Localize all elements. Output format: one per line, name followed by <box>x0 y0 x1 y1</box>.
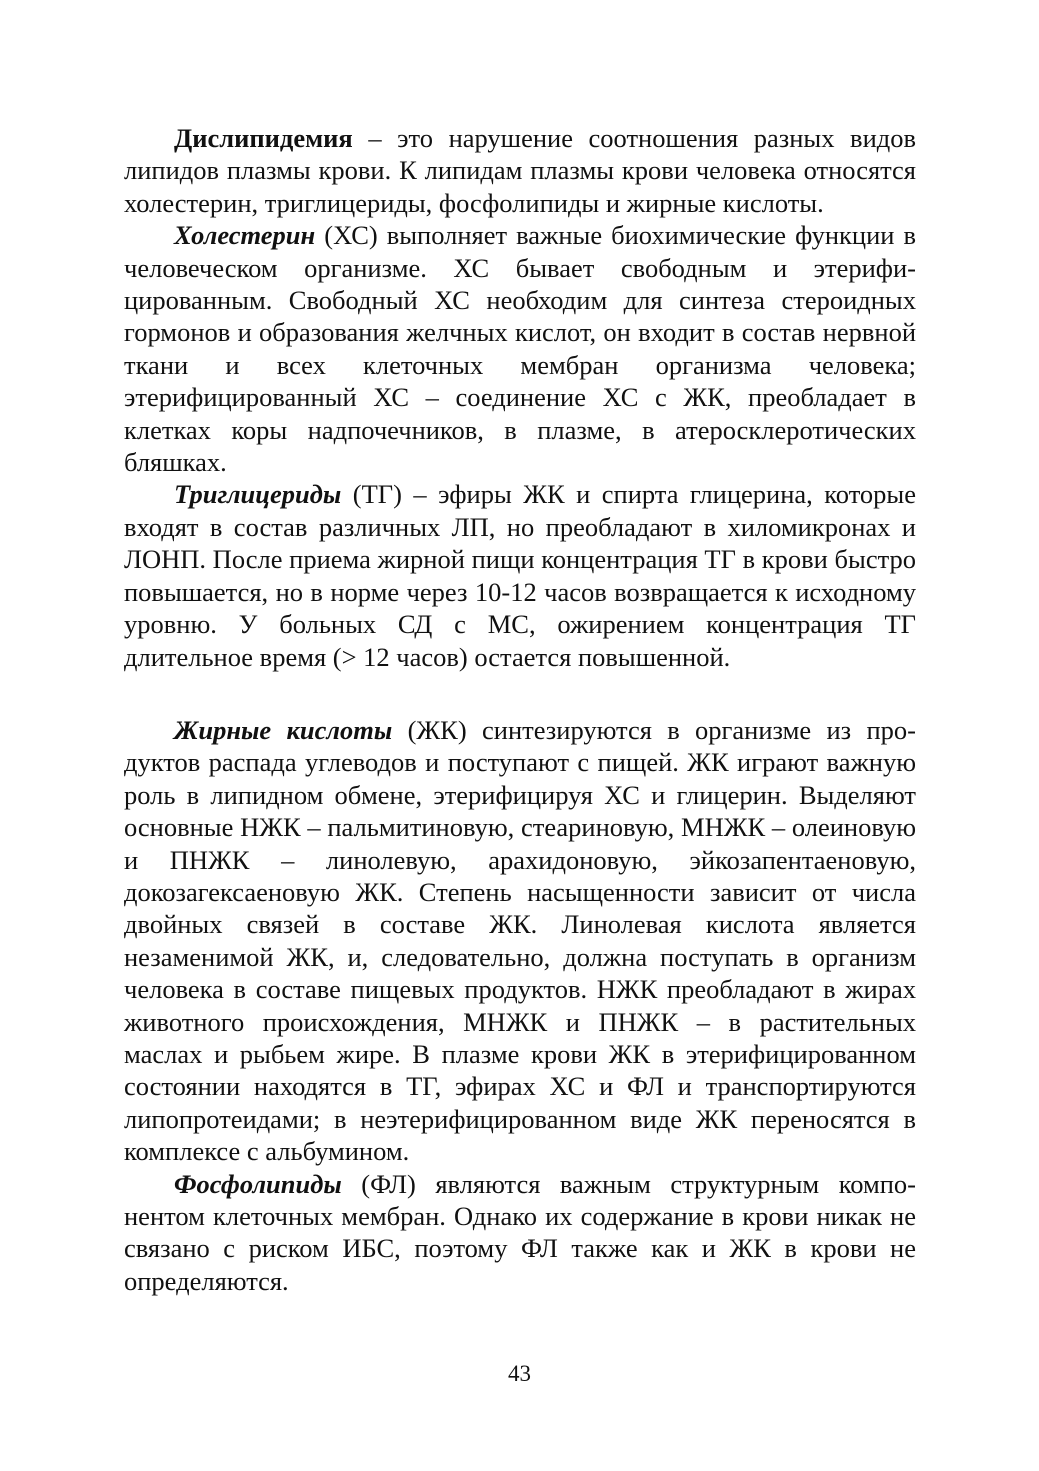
paragraph-fatty-acids <box>124 714 916 1168</box>
paragraph-phospholipids-text: (ФЛ) являются важным структурным компонентом клеточных мембран. Однако их содержание в крови никак не связано с риском ИБС, поэтому ФЛ также как и ЖК в крови не определяются. <box>124 1168 916 1296</box>
term-fatty-acids: Жирные кислоты <box>174 714 393 745</box>
paragraph-cholesterol <box>124 219 916 478</box>
paragraph-phospholipids <box>124 1168 916 1298</box>
paragraph-triglycerides <box>124 478 916 672</box>
term-cholesterol: Холестерин <box>174 220 316 251</box>
paragraph-cholesterol-text: (ХС) выполняет важные биохимические функции в человеческом организме. ХС бывает свободным и этерифицированным. Свободный ХС необходим для синтеза стероидных гормонов и образования желчных кислот, он входит в состав нервной ткани и всех клеточных мембран организма человека; этерифицированный ХС – соединение ХС с ЖК, преобладает в клетках коры надпочечников, в плазме, в атеросклеротических бляшках. <box>124 220 916 478</box>
page-body <box>124 122 916 1297</box>
paragraph-dyslipidemia-text: – это нарушение соотношения разных видов липидов плазмы крови. К липидам плазмы крови человека относятся холестерин, триглицериды, фосфолипиды и жирные кислоты. <box>124 123 916 218</box>
paragraph-triglycerides-text: (ТГ) – эфиры ЖК и спирта глицерина, которые входят в состав различных ЛП, но преобладают в хиломикронах и ЛОНП. После приема жирной пищи концентрация ТГ в крови быстро повышается, но в норме через 10-12 часов возвращается к исходному уровню. У больных СД с МС, ожирением концентрация ТГ длительное время (> 12 часов) остается повышенной. <box>124 479 916 672</box>
paragraph-fatty-acids-text: (ЖК) синтезируются в организме из продуктов распада углеводов и поступают с пищей. ЖК играют важную роль в липидном обмене, этерифицируя ХС и глицерин. Выделяют основные НЖК – пальмитиновую, стеариновую, МНЖК – олеиновую и ПНЖК – линолевую, арахидоновую, эйкозапентаеновую, докозагексаеновую ЖК. Степень насыщенности зависит от числа двойных связей в составе ЖК. Линолевая кислота является незаменимой ЖК, и, следовательно, должна поступать в организм человека в составе пищевых продуктов. НЖК преобладают в жирах животного происхождения, МНЖК и ПНЖК – в растительных маслах и рыбьем жире. В плазме крови ЖК в этерифицированном состоянии находятся в ТГ, эфирах ХС и ФЛ и транспортируются липопротеидами; в неэтерифицированном виде ЖК переносятся в комплексе с альбумином. <box>124 714 916 1167</box>
term-triglycerides: Триглицериды <box>174 479 342 510</box>
term-phospholipids: Фосфолипиды <box>174 1168 342 1199</box>
paragraph-dyslipidemia <box>124 122 916 219</box>
page-number: 43 <box>508 1361 531 1386</box>
term-dyslipidemia: Дислипидемия <box>174 123 353 153</box>
